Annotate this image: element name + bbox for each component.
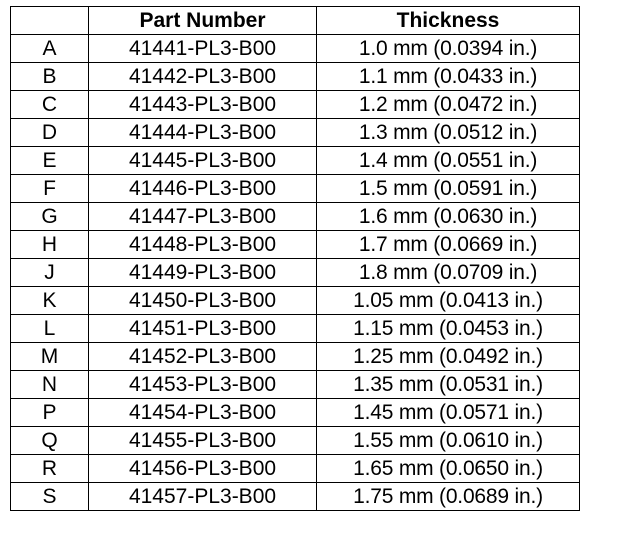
table-row: [11, 287, 580, 315]
cell-part-number: 41448-PL3-B00: [89, 231, 317, 259]
cell-thickness: 1.65 mm (0.0650 in.): [317, 455, 580, 483]
cell-part-number: 41443-PL3-B00: [89, 91, 317, 119]
table-row: [11, 91, 580, 119]
table-row: [11, 455, 580, 483]
cell-letter: H: [11, 231, 89, 259]
cell-part-number: 41453-PL3-B00: [89, 371, 317, 399]
cell-letter: F: [11, 175, 89, 203]
cell-thickness: 1.05 mm (0.0413 in.): [317, 287, 580, 315]
cell-thickness: 1.3 mm (0.0512 in.): [317, 119, 580, 147]
table-body: [11, 35, 580, 511]
table-row: [11, 371, 580, 399]
cell-thickness: 1.35 mm (0.0531 in.): [317, 371, 580, 399]
cell-part-number: 41442-PL3-B00: [89, 63, 317, 91]
cell-letter: J: [11, 259, 89, 287]
cell-part-number: 41441-PL3-B00: [89, 35, 317, 63]
cell-thickness: 1.0 mm (0.0394 in.): [317, 35, 580, 63]
cell-part-number: 41456-PL3-B00: [89, 455, 317, 483]
table-row: [11, 483, 580, 511]
table-row: [11, 343, 580, 371]
cell-part-number: 41457-PL3-B00: [89, 483, 317, 511]
cell-letter: Q: [11, 427, 89, 455]
cell-thickness: 1.25 mm (0.0492 in.): [317, 343, 580, 371]
cell-thickness: 1.5 mm (0.0591 in.): [317, 175, 580, 203]
cell-part-number: 41454-PL3-B00: [89, 399, 317, 427]
table-row: [11, 315, 580, 343]
cell-part-number: 41444-PL3-B00: [89, 119, 317, 147]
table-row: [11, 175, 580, 203]
cell-letter: R: [11, 455, 89, 483]
cell-thickness: 1.6 mm (0.0630 in.): [317, 203, 580, 231]
table-row: [11, 147, 580, 175]
table-row: [11, 203, 580, 231]
table-row: [11, 399, 580, 427]
cell-part-number: 41450-PL3-B00: [89, 287, 317, 315]
parts-table: [10, 6, 580, 511]
cell-thickness: 1.45 mm (0.0571 in.): [317, 399, 580, 427]
header-part-number: Part Number: [89, 7, 317, 35]
cell-thickness: 1.8 mm (0.0709 in.): [317, 259, 580, 287]
cell-letter: M: [11, 343, 89, 371]
cell-part-number: 41447-PL3-B00: [89, 203, 317, 231]
cell-letter: L: [11, 315, 89, 343]
cell-thickness: 1.7 mm (0.0669 in.): [317, 231, 580, 259]
header-thickness: Thickness: [317, 7, 580, 35]
cell-letter: C: [11, 91, 89, 119]
cell-part-number: 41449-PL3-B00: [89, 259, 317, 287]
table-row: [11, 259, 580, 287]
table-row: [11, 231, 580, 259]
cell-thickness: 1.1 mm (0.0433 in.): [317, 63, 580, 91]
cell-letter: A: [11, 35, 89, 63]
table-row: [11, 427, 580, 455]
cell-letter: E: [11, 147, 89, 175]
cell-part-number: 41445-PL3-B00: [89, 147, 317, 175]
table-row: [11, 119, 580, 147]
cell-thickness: 1.2 mm (0.0472 in.): [317, 91, 580, 119]
cell-letter: D: [11, 119, 89, 147]
cell-letter: N: [11, 371, 89, 399]
table-row: [11, 35, 580, 63]
header-row: [11, 7, 580, 35]
cell-part-number: 41451-PL3-B00: [89, 315, 317, 343]
cell-thickness: 1.15 mm (0.0453 in.): [317, 315, 580, 343]
cell-part-number: 41452-PL3-B00: [89, 343, 317, 371]
cell-letter: B: [11, 63, 89, 91]
cell-part-number: 41446-PL3-B00: [89, 175, 317, 203]
cell-thickness: 1.75 mm (0.0689 in.): [317, 483, 580, 511]
cell-part-number: 41455-PL3-B00: [89, 427, 317, 455]
cell-letter: K: [11, 287, 89, 315]
cell-thickness: 1.4 mm (0.0551 in.): [317, 147, 580, 175]
table-row: [11, 63, 580, 91]
header-letter: [11, 7, 89, 35]
cell-letter: G: [11, 203, 89, 231]
cell-thickness: 1.55 mm (0.0610 in.): [317, 427, 580, 455]
cell-letter: P: [11, 399, 89, 427]
cell-letter: S: [11, 483, 89, 511]
